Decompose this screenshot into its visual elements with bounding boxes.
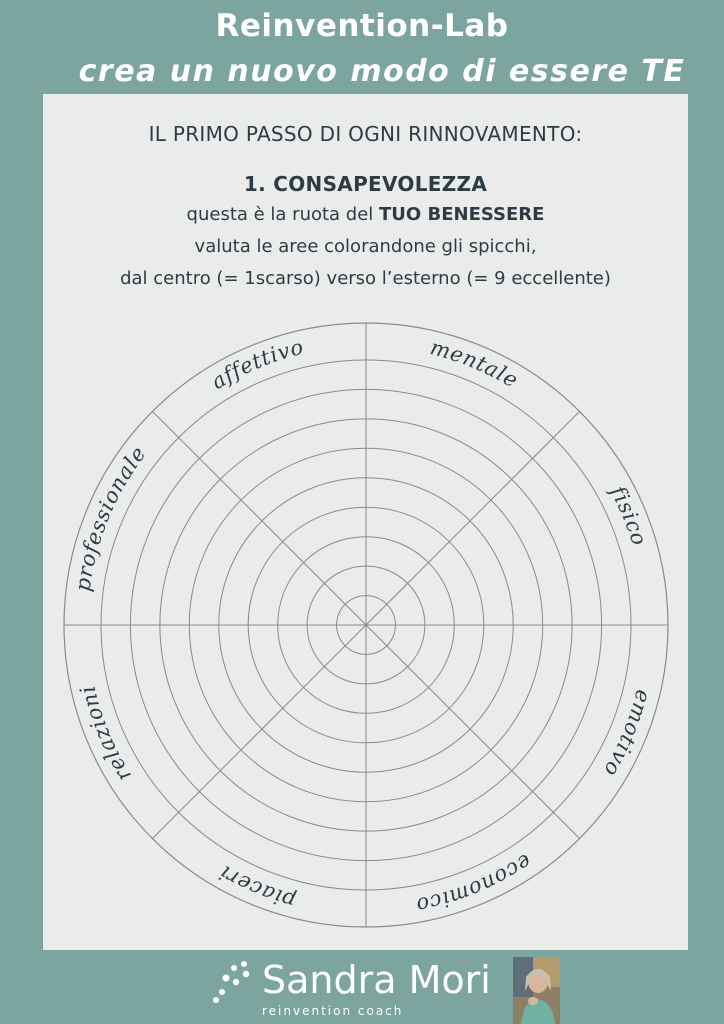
sector-label-professionale: professionale: [70, 441, 152, 593]
wheel-spoke: [366, 412, 580, 626]
sector-label-economico: economico: [413, 849, 537, 918]
sector-label-mentale: mentale: [427, 335, 523, 393]
wheel-spoke: [153, 625, 367, 839]
instruction-line-1-bold: TUO BENESSERE: [379, 204, 545, 225]
sector-label-fisico: fisico: [605, 481, 652, 549]
sector-label-emotivo: emotivo: [598, 687, 656, 782]
brand-tagline: reinvention coach: [262, 1004, 404, 1018]
sector-label-relazioni: relazioni: [75, 682, 136, 786]
wellbeing-wheel[interactable]: [43, 94, 688, 950]
logo-dots-icon: [212, 960, 256, 1004]
instruction-line-2: valuta le aree colorandone gli spicchi,: [194, 236, 537, 257]
wheel-spoke: [153, 412, 367, 626]
wheel-spokes: [64, 323, 668, 927]
avatar: [513, 957, 560, 1024]
instruction-line-3: dal centro (= 1scarso) verso l’esterno (= 9 eccellente): [120, 268, 611, 289]
wheel-spoke: [366, 625, 580, 839]
sector-label-affettivo: affettivo: [207, 334, 307, 395]
sector-label-piaceri: piaceri: [214, 860, 299, 914]
content-panel: [43, 94, 688, 950]
instruction-line-1-text: questa è la ruota del: [186, 204, 380, 225]
header-title: Reinvention-Lab: [215, 8, 509, 44]
wheel-labels: [71, 335, 656, 918]
header-subtitle: crea un nuovo modo di essere TE: [78, 54, 686, 89]
intro-heading: IL PRIMO PASSO DI OGNI RINNOVAMENTO:: [148, 122, 583, 146]
step-heading: 1. CONSAPEVOLEZZA: [243, 172, 488, 196]
brand-name: Sandra Mori: [262, 958, 491, 1002]
